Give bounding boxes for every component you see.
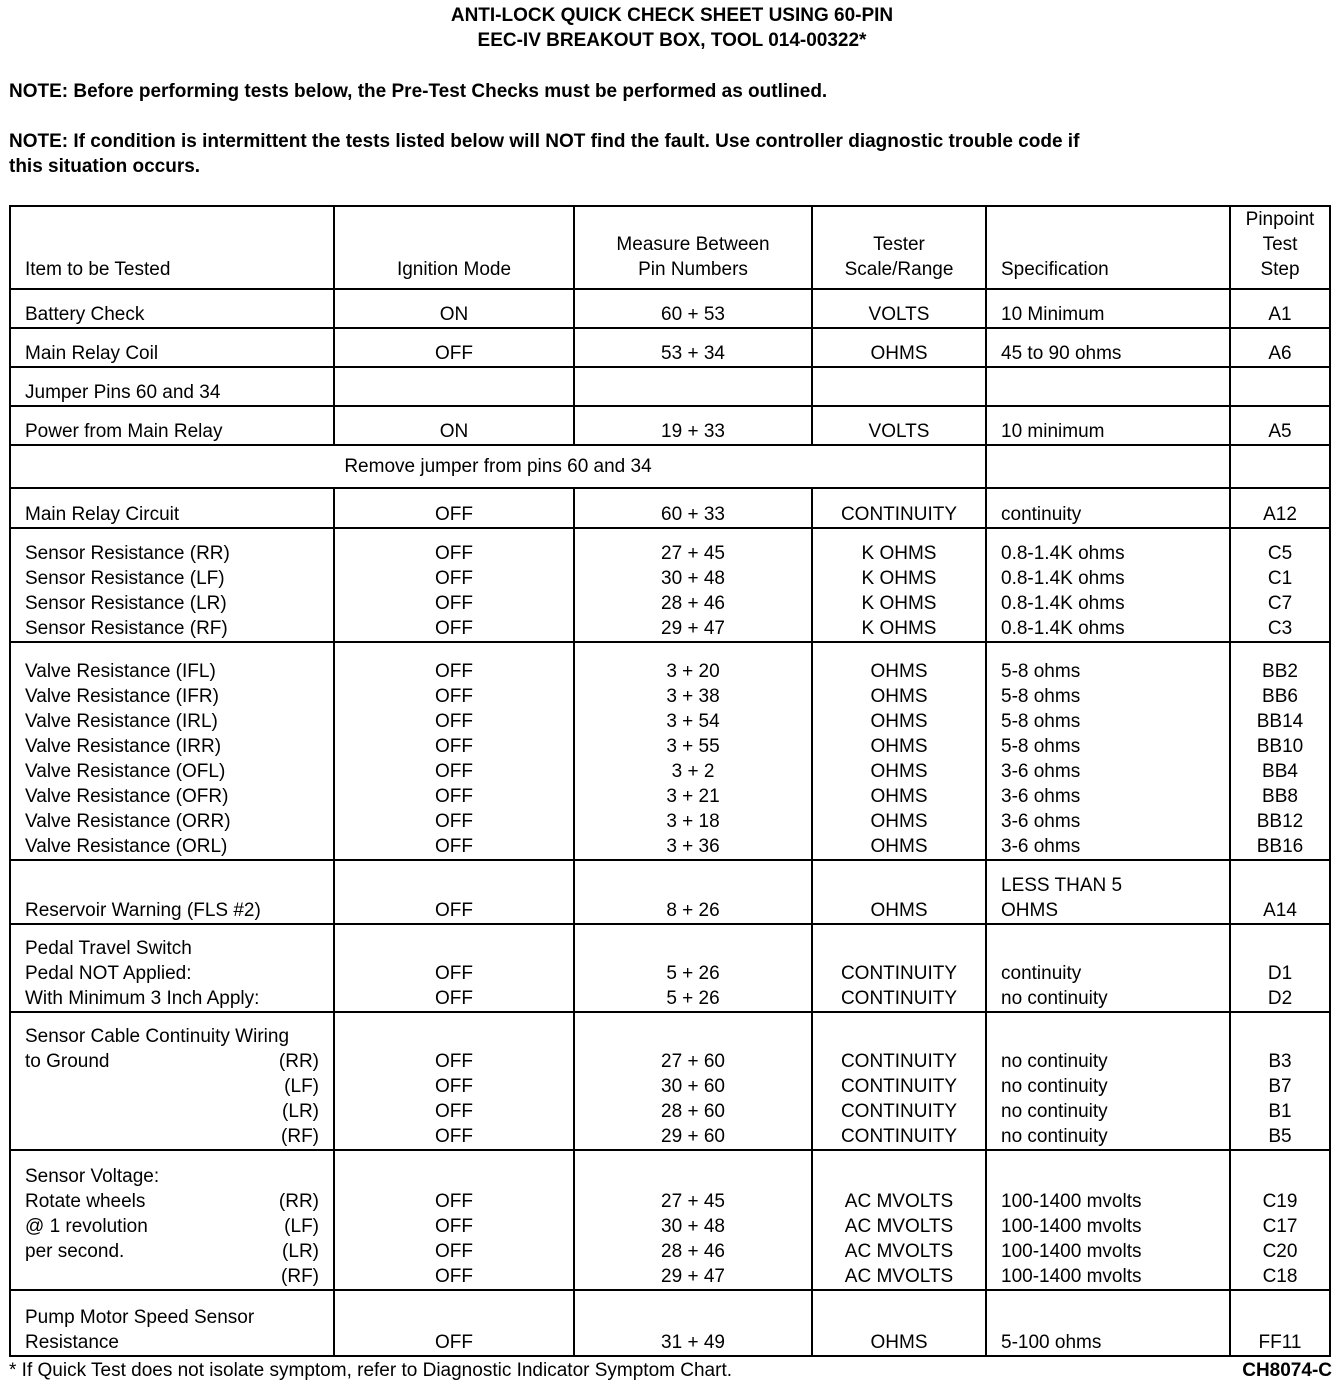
ignition-line: OFF — [435, 1266, 473, 1287]
ignition-cell: OFF — [334, 1290, 574, 1356]
spec-line: 100-1400 mvolts — [1001, 1216, 1142, 1237]
pins-line: 3 + 21 — [666, 786, 720, 807]
spec-line: 3-6 ohms — [1001, 811, 1081, 832]
pins-line: 29 + 47 — [661, 618, 725, 639]
ignition-cell — [334, 924, 574, 1012]
item-line — [25, 1049, 319, 1074]
spec-line: 3-6 ohms — [1001, 786, 1081, 807]
ignition-cell — [334, 642, 574, 860]
item-line: Valve Resistance (OFR) — [25, 786, 229, 807]
spec-line: OHMS — [1001, 900, 1058, 921]
ignition-cell: ON — [334, 406, 574, 445]
location-label: (LR) — [282, 1101, 319, 1122]
item-line: Valve Resistance (ORR) — [25, 811, 231, 832]
item-line: Valve Resistance (IRL) — [25, 711, 218, 732]
item-line: Sensor Resistance (RF) — [25, 618, 228, 639]
ignition-cell: OFF — [334, 488, 574, 528]
ignition-line: OFF — [435, 1101, 473, 1122]
item-line: Pedal NOT Applied: — [25, 963, 192, 984]
ignition-line: OFF — [435, 786, 473, 807]
item-line: Resistance — [25, 1332, 119, 1353]
ignition-line: OFF — [435, 836, 473, 857]
header-item: Item to be Tested — [10, 206, 334, 289]
scale-cell: OHMS — [812, 328, 986, 367]
step-cell: A5 — [1230, 406, 1330, 445]
spec-line: 0.8-1.4K ohms — [1001, 568, 1125, 589]
spec-cell — [986, 1150, 1230, 1290]
ignition-cell: OFF — [334, 860, 574, 924]
spec-line: 3-6 ohms — [1001, 761, 1081, 782]
note-intermittent-line-2: this situation occurs. — [9, 156, 201, 177]
step-line: C17 — [1262, 1216, 1298, 1237]
empty-cell — [812, 367, 986, 406]
ignition-line: OFF — [435, 963, 473, 984]
pins-line: 3 + 36 — [666, 836, 720, 857]
item-cell — [10, 528, 334, 642]
step-line: BB10 — [1256, 736, 1304, 757]
note-pretest: NOTE: Before performing tests below, the Pre-Test Checks must be performed as outlined. — [9, 81, 828, 102]
item-cell: Battery Check — [10, 289, 334, 328]
table-row — [10, 406, 1330, 445]
pins-line: 29 + 47 — [661, 1266, 725, 1287]
scale-cell — [812, 528, 986, 642]
pins-cell: 60 + 33 — [574, 488, 812, 528]
table-row — [10, 1012, 1330, 1150]
scale-cell: CONTINUITY — [812, 488, 986, 528]
scale-line: CONTINUITY — [840, 1076, 958, 1097]
pins-line: 27 + 45 — [661, 543, 725, 564]
header-measure — [574, 206, 812, 289]
step-line: BB14 — [1256, 711, 1304, 732]
item-line: Sensor Cable Continuity Wiring — [25, 1026, 290, 1047]
spec-cell: 10 minimum — [986, 406, 1230, 445]
ignition-line: OFF — [435, 686, 473, 707]
step-line: BB4 — [1262, 761, 1298, 782]
ignition-cell: ON — [334, 289, 574, 328]
spec-line: no continuity — [1001, 988, 1108, 1009]
ignition-cell: OFF — [334, 328, 574, 367]
spec-line: 5-8 ohms — [1001, 711, 1081, 732]
scale-line: AC MVOLTS — [844, 1266, 954, 1287]
ignition-line: OFF — [435, 543, 473, 564]
spec-cell — [986, 924, 1230, 1012]
footnote: * If Quick Test does not isolate symptom, refer to Diagnostic Indicator Symptom Chart. — [9, 1360, 733, 1381]
step-line: BB16 — [1256, 836, 1304, 857]
ignition-cell — [334, 528, 574, 642]
table-row — [10, 1290, 1330, 1356]
step-cell — [1230, 1012, 1330, 1150]
ignition-line: OFF — [435, 1216, 473, 1237]
pins-line: 28 + 60 — [661, 1101, 725, 1122]
table-row — [10, 488, 1330, 528]
item-cell: Reservoir Warning (FLS #2) — [10, 860, 334, 924]
item-line: Sensor Voltage: — [25, 1166, 160, 1187]
table-row — [10, 445, 1330, 488]
ignition-line: OFF — [435, 1126, 473, 1147]
item-text: to Ground — [25, 1051, 110, 1072]
item-cell: Main Relay Coil — [10, 328, 334, 367]
location-label: (RF) — [281, 1126, 319, 1147]
scale-line: AC MVOLTS — [844, 1191, 954, 1212]
ignition-line: OFF — [435, 618, 473, 639]
pins-cell — [574, 1150, 812, 1290]
pins-line: 3 + 54 — [666, 711, 720, 732]
empty-cell — [574, 367, 812, 406]
figure-code: CH8074-C — [1242, 1360, 1332, 1381]
scale-cell: OHMS — [812, 860, 986, 924]
pins-cell: 19 + 33 — [574, 406, 812, 445]
header-spec: Specification — [986, 206, 1230, 289]
step-line: C7 — [1267, 593, 1293, 614]
header-scale-line-2: Scale/Range — [844, 259, 954, 280]
pins-cell — [574, 642, 812, 860]
spec-cell — [986, 528, 1230, 642]
item-cell: Main Relay Circuit — [10, 488, 334, 528]
spec-line: 100-1400 mvolts — [1001, 1266, 1142, 1287]
spec-line: no continuity — [1001, 1076, 1108, 1097]
table-row — [10, 860, 1330, 924]
item-line: Pedal Travel Switch — [25, 938, 192, 959]
scale-cell: VOLTS — [812, 289, 986, 328]
item-text: Rotate wheels — [25, 1191, 146, 1212]
location-label: (RR) — [278, 1051, 319, 1072]
pins-cell — [574, 924, 812, 1012]
ignition-line: OFF — [435, 1051, 473, 1072]
item-cell — [10, 1012, 334, 1150]
scale-line: OHMS — [870, 786, 928, 807]
spec-cell — [986, 860, 1230, 924]
header-ignition: Ignition Mode — [334, 206, 574, 289]
step-line: D1 — [1267, 963, 1293, 984]
item-cell — [10, 1290, 334, 1356]
spec-line: no continuity — [1001, 1101, 1108, 1122]
item-line: Sensor Resistance (LF) — [25, 568, 225, 589]
ignition-line: OFF — [435, 661, 473, 682]
header-measure-line-2: Pin Numbers — [638, 259, 748, 280]
scale-line: K OHMS — [861, 543, 937, 564]
spec-cell: 45 to 90 ohms — [986, 328, 1230, 367]
ignition-line: OFF — [435, 736, 473, 757]
step-line: B7 — [1268, 1076, 1292, 1097]
remove-jumper-instruction: Remove jumper from pins 60 and 34 — [10, 445, 986, 488]
scale-line: CONTINUITY — [840, 1051, 958, 1072]
step-cell — [1230, 528, 1330, 642]
spec-line: 5-8 ohms — [1001, 661, 1081, 682]
sheet-title-line-1: ANTI-LOCK QUICK CHECK SHEET USING 60-PIN — [450, 5, 894, 26]
scale-line: OHMS — [870, 736, 928, 757]
item-line: Valve Resistance (ORL) — [25, 836, 228, 857]
spec-cell: 5-100 ohms — [986, 1290, 1230, 1356]
spec-cell: continuity — [986, 488, 1230, 528]
table-row — [10, 328, 1330, 367]
scale-cell: OHMS — [812, 1290, 986, 1356]
header-row — [10, 206, 1330, 289]
spec-line: 0.8-1.4K ohms — [1001, 618, 1125, 639]
step-line: C3 — [1267, 618, 1293, 639]
table-row — [10, 528, 1330, 642]
pins-line: 3 + 20 — [666, 661, 720, 682]
spec-line: 0.8-1.4K ohms — [1001, 543, 1125, 564]
step-line: C18 — [1262, 1266, 1298, 1287]
note-intermittent — [9, 129, 1209, 179]
step-line: BB8 — [1262, 786, 1298, 807]
pins-line: 3 + 2 — [671, 761, 715, 782]
scale-line: CONTINUITY — [840, 1126, 958, 1147]
scale-line: CONTINUITY — [840, 963, 958, 984]
pins-line: 27 + 60 — [661, 1051, 725, 1072]
ignition-line: OFF — [435, 811, 473, 832]
scale-line: AC MVOLTS — [844, 1241, 954, 1262]
step-line: BB6 — [1262, 686, 1298, 707]
spec-line: 100-1400 mvolts — [1001, 1241, 1142, 1262]
empty-cell — [986, 445, 1230, 488]
empty-cell — [334, 367, 574, 406]
step-cell — [1230, 924, 1330, 1012]
spec-line: continuity — [1001, 963, 1082, 984]
pins-line: 30 + 48 — [661, 568, 725, 589]
table-row — [10, 642, 1330, 860]
ignition-line: OFF — [435, 711, 473, 732]
item-line — [25, 1214, 319, 1239]
spec-line: 3-6 ohms — [1001, 836, 1081, 857]
location-label: (LR) — [282, 1241, 319, 1262]
step-line: BB12 — [1256, 811, 1304, 832]
header-step-line-3: Step — [1260, 259, 1300, 280]
item-cell — [10, 1150, 334, 1290]
ignition-line: OFF — [435, 1191, 473, 1212]
scale-cell — [812, 924, 986, 1012]
step-line: B5 — [1268, 1126, 1292, 1147]
pins-line: 27 + 45 — [661, 1191, 725, 1212]
step-cell: FF11 — [1230, 1290, 1330, 1356]
item-line: Pump Motor Speed Sensor — [25, 1307, 255, 1328]
note-intermittent-line-1: NOTE: If condition is intermittent the tests listed below will NOT find the fault. Use controller diagnostic trouble code if — [9, 131, 1080, 152]
pins-cell — [574, 528, 812, 642]
spec-line: 100-1400 mvolts — [1001, 1191, 1142, 1212]
scale-cell — [812, 1150, 986, 1290]
empty-cell — [1230, 445, 1330, 488]
item-text: per second. — [25, 1241, 125, 1262]
spec-line: 0.8-1.4K ohms — [1001, 593, 1125, 614]
scale-line: OHMS — [870, 836, 928, 857]
item-line: Valve Resistance (IFL) — [25, 661, 216, 682]
quick-check-table — [9, 205, 1331, 1357]
location-label: (RF) — [281, 1266, 319, 1287]
empty-cell — [1230, 367, 1330, 406]
step-cell — [1230, 642, 1330, 860]
step-line: C1 — [1267, 568, 1293, 589]
item-cell: Jumper Pins 60 and 34 — [10, 367, 334, 406]
step-line: C5 — [1267, 543, 1293, 564]
pins-cell: 60 + 53 — [574, 289, 812, 328]
step-cell: A12 — [1230, 488, 1330, 528]
item-line: Valve Resistance (IFR) — [25, 686, 219, 707]
ignition-line: OFF — [435, 761, 473, 782]
item-line: Valve Resistance (IRR) — [25, 736, 222, 757]
step-line: B3 — [1268, 1051, 1292, 1072]
empty-cell — [986, 367, 1230, 406]
header-step-line-1: Pinpoint — [1245, 209, 1315, 230]
pins-line: 3 + 38 — [666, 686, 720, 707]
pins-cell — [574, 1012, 812, 1150]
ignition-cell — [334, 1012, 574, 1150]
location-label: (LF) — [284, 1216, 319, 1237]
spec-cell — [986, 1012, 1230, 1150]
step-line: B1 — [1268, 1101, 1292, 1122]
spec-cell — [986, 642, 1230, 860]
scale-line: AC MVOLTS — [844, 1216, 954, 1237]
item-line: Valve Resistance (OFL) — [25, 761, 226, 782]
spec-line: no continuity — [1001, 1126, 1108, 1147]
step-line: D2 — [1267, 988, 1293, 1009]
table-row — [10, 367, 1330, 406]
ignition-cell — [334, 1150, 574, 1290]
scale-line: K OHMS — [861, 618, 937, 639]
header-measure-line-1: Measure Between — [616, 234, 770, 255]
scale-cell — [812, 1012, 986, 1150]
ignition-line: OFF — [435, 568, 473, 589]
pins-line: 30 + 60 — [661, 1076, 725, 1097]
pins-cell: 8 + 26 — [574, 860, 812, 924]
table-row — [10, 1150, 1330, 1290]
pins-cell: 31 + 49 — [574, 1290, 812, 1356]
item-cell: Power from Main Relay — [10, 406, 334, 445]
spec-line: 5-8 ohms — [1001, 736, 1081, 757]
header-step — [1230, 206, 1330, 289]
step-line: BB2 — [1262, 661, 1298, 682]
scale-line: OHMS — [870, 686, 928, 707]
ignition-line: OFF — [435, 593, 473, 614]
spec-line: 5-8 ohms — [1001, 686, 1081, 707]
spec-line: no continuity — [1001, 1051, 1108, 1072]
scale-line: OHMS — [870, 761, 928, 782]
scale-line: K OHMS — [861, 593, 937, 614]
ignition-line: OFF — [435, 988, 473, 1009]
pins-line: 5 + 26 — [666, 963, 720, 984]
ignition-line: OFF — [435, 1076, 473, 1097]
spec-line: LESS THAN 5 — [1001, 875, 1123, 896]
step-line: C19 — [1262, 1191, 1298, 1212]
sheet-title-line-2: EEC-IV BREAKOUT BOX, TOOL 014-00322* — [477, 30, 867, 51]
item-cell — [10, 924, 334, 1012]
header-step-line-2: Test — [1262, 234, 1298, 255]
item-line — [25, 1189, 319, 1214]
step-cell: A14 — [1230, 860, 1330, 924]
step-cell: A6 — [1230, 328, 1330, 367]
table-row — [10, 924, 1330, 1012]
item-line: Sensor Resistance (LR) — [25, 593, 227, 614]
location-label: (LF) — [284, 1076, 319, 1097]
item-line: Sensor Resistance (RR) — [25, 543, 230, 564]
ignition-line: OFF — [435, 1241, 473, 1262]
spec-cell: 10 Minimum — [986, 289, 1230, 328]
item-text: @ 1 revolution — [25, 1216, 148, 1237]
step-line: C20 — [1262, 1241, 1298, 1262]
pins-line: 28 + 46 — [661, 593, 725, 614]
pins-line: 28 + 46 — [661, 1241, 725, 1262]
scale-line: OHMS — [870, 811, 928, 832]
item-line — [25, 1239, 319, 1264]
scale-line: CONTINUITY — [840, 988, 958, 1009]
pins-line: 29 + 60 — [661, 1126, 725, 1147]
header-scale — [812, 206, 986, 289]
pins-cell: 53 + 34 — [574, 328, 812, 367]
scale-line: OHMS — [870, 661, 928, 682]
header-scale-line-1: Tester — [873, 234, 925, 255]
scale-cell: VOLTS — [812, 406, 986, 445]
pins-line: 3 + 55 — [666, 736, 720, 757]
table-row — [10, 289, 1330, 328]
step-cell: A1 — [1230, 289, 1330, 328]
scale-line: OHMS — [870, 711, 928, 732]
pins-line: 3 + 18 — [666, 811, 720, 832]
pins-line: 30 + 48 — [661, 1216, 725, 1237]
scale-line: CONTINUITY — [840, 1101, 958, 1122]
scale-cell — [812, 642, 986, 860]
pins-line: 5 + 26 — [666, 988, 720, 1009]
step-cell — [1230, 1150, 1330, 1290]
item-line: With Minimum 3 Inch Apply: — [25, 988, 260, 1009]
item-cell — [10, 642, 334, 860]
location-label: (RR) — [278, 1191, 319, 1212]
scale-line: K OHMS — [861, 568, 937, 589]
